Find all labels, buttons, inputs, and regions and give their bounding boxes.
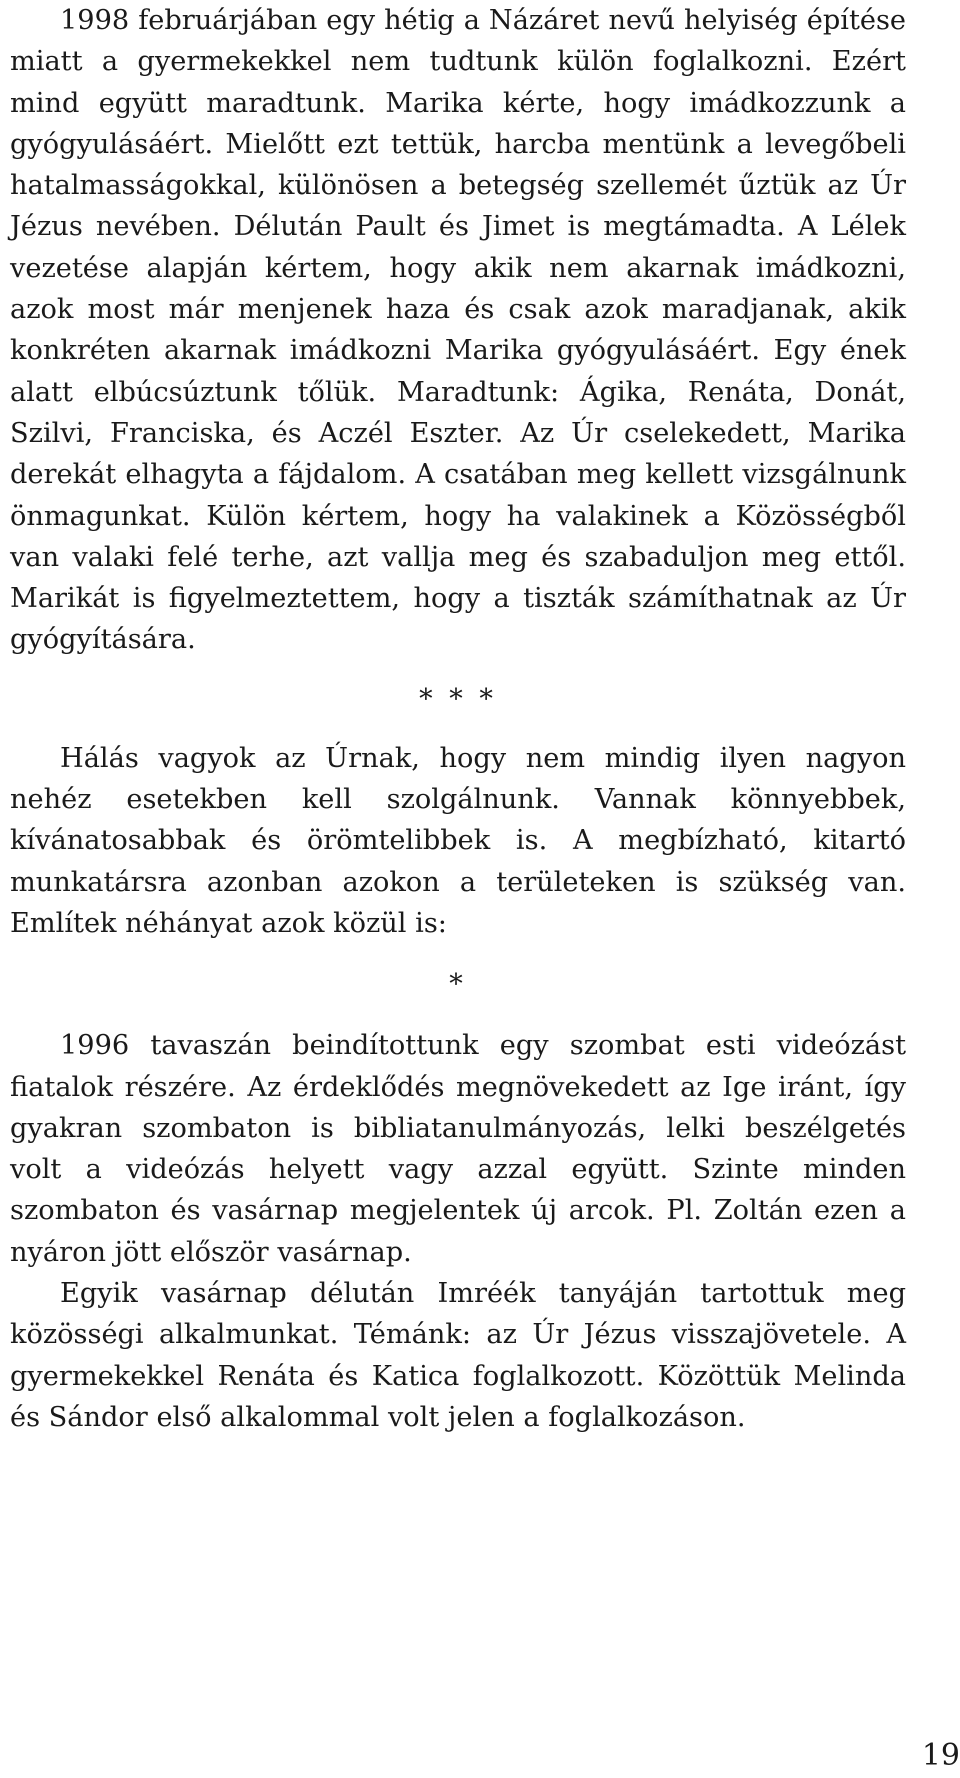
paragraph: 1996 tavaszán beindítottunk egy szombat esti videózást fiatalok részére. Az érdeklődés megnövekedett az Ige iránt, így gyakran szombaton is bibliatanulmányozás, lelki beszélgetés volt a videózás helyett vagy azzal együtt. Szinte minden szombaton és vasárnap megjelentek új arcok. Pl. Zoltán ezen a nyáron jött először vasárnap. xyxy=(10,1030,906,1268)
paragraph: Egyik vasárnap délután Imréék tanyáján tartottuk meg közösségi alkalmunkat. Témánk: az Úr Jézus visszajövetele. A gyermekekkel Renáta és Katica foglalkozott. Közöttük Melinda és Sándor első alkalommal volt jelen a foglalkozáson. xyxy=(10,1278,906,1433)
document-page xyxy=(10,0,906,1438)
paragraph: Hálás vagyok az Úrnak, hogy nem mindig ilyen nagyon nehéz esetekben kell szolgálnunk. Vannak könnyebbek, kívánatosabbak és örömtelibbek is. A megbízható, kitartó munkatársra azonban azokon a területeken is szükség van. Említek néhányat azok közül is: xyxy=(10,742,906,939)
section-separator: * xyxy=(449,969,467,1001)
page-number: 19 xyxy=(921,1738,960,1773)
section-separator: * * * xyxy=(419,683,497,715)
paragraph: 1998 februárjában egy hétig a Názáret nevű helyiség építése miatt a gyermekekkel nem tudtunk külön foglalkozni. Ezért mind együtt maradtunk. Marika kérte, hogy imádkozzunk a gyógyulásáért. Mielőtt ezt tettük, harcba mentünk a levegőbeli hatalmasságokkal, különösen a betegség szellemét űztük az Úr Jézus nevében. Délután Pault és Jimet is megtámadta. A Lélek vezetése alapján kértem, hogy akik nem akarnak imádkozni, azok most már menjenek haza és csak azok maradjanak, akik konkréten akarnak imádkozni Marika gyógyulásáért. Egy ének alatt elbúcsúztunk tőlük. Maradtunk: Ágika, Renáta, Donát, Szilvi, Franciska, és Aczél Eszter. Az Úr cselekedett, Marika derekát elhagyta a fájdalom. A csatában meg kellett vizsgálnunk önmagunkat. Külön kértem, hogy ha valakinek a Közösségből van valaki felé terhe, azt vallja meg és szabaduljon meg ettől. Marikát is figyelmeztettem, hogy a tiszták számíthatnak az Úr gyógyítására. xyxy=(10,5,906,656)
